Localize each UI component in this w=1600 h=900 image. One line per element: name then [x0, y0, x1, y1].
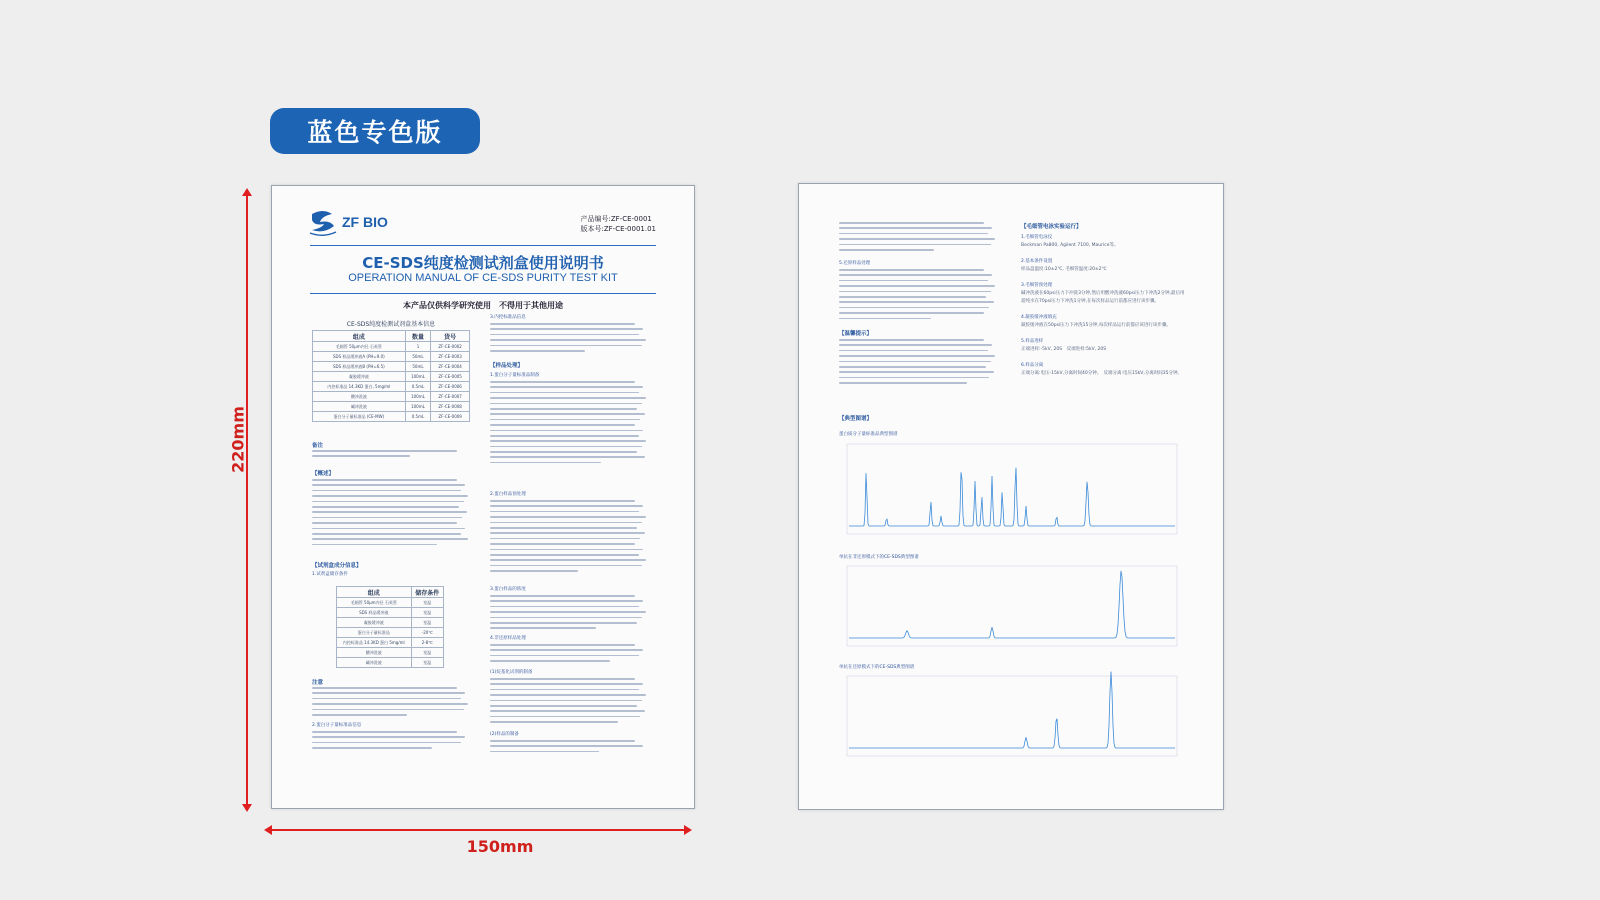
chart-frame [847, 444, 1177, 534]
text-line [490, 446, 642, 448]
run-step-title: 3.毛细管预处理 [1021, 283, 1053, 288]
text-line [490, 408, 637, 410]
attention-heading: 注意 [312, 680, 324, 686]
text-line [490, 403, 642, 405]
text-line [839, 296, 986, 298]
text-line [839, 382, 967, 384]
text-line [312, 450, 457, 452]
chart3-title: 单抗在还原模式下的CE-SDS典型图谱 [839, 665, 915, 670]
text-line [312, 455, 410, 457]
text-line [312, 484, 465, 486]
components-heading: 【试剂盒成分信息】 [312, 563, 362, 569]
kit-info-cell: SDS 样品缓冲液B (PH=6.5) [313, 362, 406, 372]
text-line [839, 274, 992, 276]
storage-row [337, 618, 444, 628]
kit-info-header: 货号 [431, 331, 470, 342]
storage-cell: 毛细管 50μm内径 石英管 [337, 598, 412, 608]
text-line [839, 366, 986, 368]
text-line [312, 544, 437, 546]
kit-info-cell: 凝胶缓冲液 [313, 372, 406, 382]
text-line [490, 554, 639, 556]
text-line [490, 689, 639, 691]
text-line [490, 451, 637, 453]
text-line [312, 742, 461, 744]
storage-row [337, 648, 444, 658]
alkyl-text [490, 678, 648, 727]
text-line [490, 694, 646, 696]
text-line [490, 710, 645, 712]
text-line [490, 751, 599, 753]
text-line [312, 731, 457, 733]
nonreduce-subheading: 4.非还原样品处理 [490, 636, 526, 641]
text-line [839, 227, 992, 229]
title-divider [310, 293, 656, 294]
text-line [490, 660, 610, 662]
reduce-text [839, 269, 997, 323]
text-line [490, 505, 643, 507]
text-line [312, 698, 461, 700]
kit-info-row [313, 402, 470, 412]
tips-heading: 【温馨提示】 [839, 331, 873, 337]
sample-conc-subheading: 3.蛋白样品的浓度 [490, 587, 526, 592]
manual-page-front [271, 185, 695, 809]
text-line [490, 532, 645, 534]
zfbio-logo-icon [308, 208, 338, 236]
run-step-text: 正端分离:电压-15kV,分离时间40分钟。 反端分离:电压15kV,分离时间35分钟。 [1021, 371, 1183, 376]
text-line [490, 745, 643, 747]
text-line [490, 705, 637, 707]
storage-header: 储存条件 [411, 587, 443, 598]
text-line [312, 538, 468, 540]
text-line [490, 543, 635, 545]
text-line [839, 377, 989, 379]
storage-cell: 内控标准品 14.3KD 蛋白 5mg/ml [337, 638, 412, 648]
mw-subheading: 2.蛋白分子量标准品信息 [312, 723, 362, 728]
header-divider [310, 245, 656, 246]
text-line [490, 323, 635, 325]
kit-info-cell: ZF-CE-0005 [431, 372, 470, 382]
logo-text: ZF BIO [342, 214, 388, 230]
chart-frame [847, 676, 1177, 756]
text-line [312, 495, 468, 497]
text-line [490, 386, 643, 388]
text-line [490, 606, 639, 608]
text-line [490, 740, 635, 742]
reduce-subheading: 5.还原样品处理 [839, 261, 871, 266]
storage-cell: 室温 [411, 618, 443, 628]
kit-info-cell: 0.5mL [405, 412, 431, 422]
research-use-notice: 本产品仅供科学研究使用 不得用于其他用途 [403, 301, 563, 310]
text-line [839, 269, 984, 271]
company-logo [308, 208, 388, 236]
run-step-text: Beckman Pa800, Agilent 7100, Maurice等。 [1021, 243, 1119, 248]
version-badge: 蓝色专色版 [270, 108, 480, 154]
text-line [312, 511, 467, 513]
text-line [839, 307, 989, 309]
text-line [839, 280, 988, 282]
text-line [490, 683, 643, 685]
kit-info-row [313, 372, 470, 382]
text-line [312, 506, 459, 508]
text-line [490, 430, 643, 432]
chart-reduced [839, 674, 1179, 764]
sample-make-text [490, 740, 648, 756]
text-line [839, 301, 994, 303]
text-line [490, 617, 642, 619]
mw-prep-text [490, 381, 648, 467]
text-line [490, 328, 643, 330]
chart-nonreduced [839, 564, 1179, 654]
text-line [839, 291, 991, 293]
text-line [839, 318, 931, 320]
text-line [312, 736, 465, 738]
nonreduce-text [490, 644, 648, 666]
text-line [490, 595, 635, 597]
text-line [490, 655, 639, 657]
run-step-title: 1.毛细管电泳仪 [1021, 235, 1053, 240]
storage-cell: 蛋白分子量标准品 [337, 628, 412, 638]
storage-row [337, 628, 444, 638]
storage-cell: 室温 [411, 598, 443, 608]
text-line [839, 350, 988, 352]
text-line [490, 600, 643, 602]
storage-cell: SDS 样品缓冲液 [337, 608, 412, 618]
storage-header: 组成 [337, 587, 412, 598]
text-line [490, 345, 642, 347]
kit-info-cell: 蛋白分子量标准品 (CE-MW) [313, 412, 406, 422]
manual-title-cn: CE-SDS纯度检测试剂盒使用说明书 [362, 254, 604, 272]
width-dimension-line [266, 829, 690, 831]
kit-info-row [313, 392, 470, 402]
text-line [490, 435, 639, 437]
text-line [490, 644, 635, 646]
text-line [490, 549, 643, 551]
storage-cell: -20℃ [411, 628, 443, 638]
run-step-text: 凝胶缓冲液在50psi压力下冲洗15分钟,每次样品运行前都应该进行该步骤。 [1021, 323, 1171, 328]
text-line [312, 709, 464, 711]
chart-frame [847, 566, 1177, 646]
text-line [490, 413, 645, 415]
text-line [839, 339, 984, 341]
run-step-title: 4.凝胶缓冲液填充 [1021, 315, 1057, 320]
kit-info-cell: 0.5mL [405, 382, 431, 392]
storage-cell: 碱冲洗液 [337, 658, 412, 668]
kit-info-cell: ZF-CE-0002 [431, 342, 470, 352]
kit-info-cell: 酸冲洗液 [313, 392, 406, 402]
continued-text [839, 222, 997, 254]
kit-info-cell: SDS 样品缓冲液A (PH=9.0) [313, 352, 406, 362]
internal-std-text [490, 323, 648, 355]
kit-info-header: 数量 [405, 331, 431, 342]
kit-info-cell: ZF-CE-0006 [431, 382, 470, 392]
text-line [490, 381, 635, 383]
text-line [839, 355, 995, 357]
text-line [490, 440, 646, 442]
chart1-title: 蛋白质分子量标准品典型图谱 [839, 432, 898, 437]
text-line [490, 500, 635, 502]
text-line [490, 721, 618, 723]
chart-mw-standard [839, 442, 1179, 542]
kit-info-cell: ZF-CE-0008 [431, 402, 470, 412]
alkyl-subheading: (1)烷基化试剂的制备 [490, 670, 533, 675]
text-line [312, 687, 457, 689]
run-step-text: 正端进样:-5kV, 20S 反端进样:5kV, 20S [1021, 347, 1107, 352]
kit-info-row [313, 342, 470, 352]
sample-processing-heading: 【样品处理】 [490, 363, 524, 369]
kit-info-cell: 内控标准品 14.3KD 蛋白, 5mg/ml [313, 382, 406, 392]
run-step-text: 碱冲洗液在60psi压力下冲洗3分钟,然后用酸冲洗液60psi压力下冲洗2分钟,最后用超纯水在70psi压力下冲洗1分钟,在每次样品运行前都应进行该步骤。 [1021, 291, 1185, 304]
text-line [490, 627, 596, 629]
kit-info-cell: ZF-CE-0003 [431, 352, 470, 362]
text-line [839, 222, 984, 224]
run-step-text: 样品盘温度:10±2℃, 毛细管温度:20±2℃ [1021, 267, 1107, 272]
storage-row [337, 598, 444, 608]
product-number: 产品编号:ZF-CE-0001 [580, 215, 652, 223]
text-line [312, 522, 457, 524]
height-dimension-line [246, 190, 248, 810]
overview-heading: 【概述】 [312, 471, 335, 477]
text-line [490, 419, 640, 421]
text-line [312, 490, 461, 492]
kit-info-row [313, 362, 470, 372]
text-line [490, 516, 646, 518]
text-line [490, 570, 578, 572]
kit-info-cell: 50mL [405, 352, 431, 362]
text-line [839, 371, 994, 373]
kit-info-cell: 100mL [405, 372, 431, 382]
height-dimension-label: 220mm [228, 406, 248, 473]
text-line [490, 392, 639, 394]
kit-info-header: 组成 [313, 331, 406, 342]
text-line [490, 565, 642, 567]
version-number: 版本号:ZF-CE-0001.01 [580, 225, 656, 233]
text-line [490, 700, 642, 702]
tips-text [839, 339, 997, 388]
text-line [312, 703, 468, 705]
kit-info-cell: 碱冲洗液 [313, 402, 406, 412]
storage-cell: 室温 [411, 608, 443, 618]
text-line [839, 233, 988, 235]
manual-title-en: OPERATION MANUAL OF CE-SDS PURITY TEST KIT [348, 272, 618, 284]
sample-conc-text [490, 595, 648, 633]
storage-cell: 室温 [411, 658, 443, 668]
text-line [490, 397, 646, 399]
storage-subheading: 1.试剂盒储存条件 [312, 572, 348, 577]
chart2-title: 单抗在非还原模式下的CE-SDS典型图谱 [839, 555, 919, 560]
kit-info-row [313, 412, 470, 422]
text-line [490, 678, 635, 680]
text-line [312, 533, 461, 535]
run-step-title: 5.样品进样 [1021, 339, 1044, 344]
text-line [312, 528, 465, 530]
storage-row [337, 658, 444, 668]
manual-page-back [798, 183, 1224, 810]
storage-cell: 酸冲洗液 [337, 648, 412, 658]
kit-info-cell: 50mL [405, 362, 431, 372]
kit-info-table [312, 319, 470, 422]
text-line [490, 456, 645, 458]
typical-spectra-heading: 【典型图谱】 [839, 416, 873, 422]
text-line [839, 249, 934, 251]
text-line [839, 285, 995, 287]
text-line [490, 649, 643, 651]
sample-pretreat-text [490, 500, 648, 575]
text-line [490, 716, 640, 718]
text-line [490, 611, 646, 613]
note-text [312, 450, 470, 461]
text-line [490, 462, 601, 464]
text-line [490, 527, 637, 529]
mw-text [312, 731, 470, 753]
text-line [312, 747, 432, 749]
text-line [490, 538, 640, 540]
internal-std-subheading: 3.内控标准品信息 [490, 315, 526, 320]
text-line [312, 714, 407, 716]
run-heading: 【毛细管电泳实验运行】 [1021, 224, 1082, 230]
text-line [312, 501, 464, 503]
spectrum-trace [849, 571, 1175, 638]
storage-cell: 2-8℃ [411, 638, 443, 648]
text-line [490, 424, 635, 426]
kit-info-cell: 100mL [405, 402, 431, 412]
text-line [312, 517, 462, 519]
mw-prep-subheading: 1.蛋白分子量标准品制备 [490, 373, 540, 378]
kit-info-row [313, 352, 470, 362]
storage-table [336, 586, 444, 668]
storage-row [337, 608, 444, 618]
text-line [839, 312, 984, 314]
kit-info-table-caption: CE-SDS纯度检测试剂盒基本信息 [346, 321, 436, 328]
text-line [490, 559, 646, 561]
overview-text [312, 479, 470, 549]
product-info [581, 214, 657, 234]
sample-pretreat-subheading: 2.蛋白样品预处理 [490, 492, 526, 497]
text-line [490, 339, 646, 341]
storage-cell: 室温 [411, 648, 443, 658]
kit-info-row [313, 382, 470, 392]
kit-info-cell: ZF-CE-0004 [431, 362, 470, 372]
text-line [490, 350, 585, 352]
run-step-title: 2.基本条件设置 [1021, 259, 1053, 264]
text-line [839, 238, 995, 240]
text-line [312, 692, 465, 694]
run-step-title: 6.样品分离 [1021, 363, 1044, 368]
text-line [839, 361, 991, 363]
storage-cell: 凝胶缓冲液 [337, 618, 412, 628]
spectrum-trace [849, 468, 1175, 526]
text-line [312, 479, 457, 481]
kit-info-cell: 毛细管 50μm内径 石英管 [313, 342, 406, 352]
kit-info-cell: 100mL [405, 392, 431, 402]
spectrum-trace [849, 672, 1175, 749]
storage-row [337, 638, 444, 648]
text-line [490, 622, 637, 624]
sample-make-subheading: (2)样品的制备 [490, 732, 519, 737]
text-line [490, 522, 642, 524]
note-heading: 备注 [312, 443, 324, 449]
text-line [490, 511, 639, 513]
text-line [490, 334, 639, 336]
text-line [839, 244, 991, 246]
attention-text [312, 687, 470, 719]
text-line [839, 344, 992, 346]
kit-info-cell: ZF-CE-0007 [431, 392, 470, 402]
kit-info-cell: 1 [405, 342, 431, 352]
kit-info-cell: ZF-CE-0009 [431, 412, 470, 422]
width-dimension-label: 150mm [466, 837, 534, 856]
